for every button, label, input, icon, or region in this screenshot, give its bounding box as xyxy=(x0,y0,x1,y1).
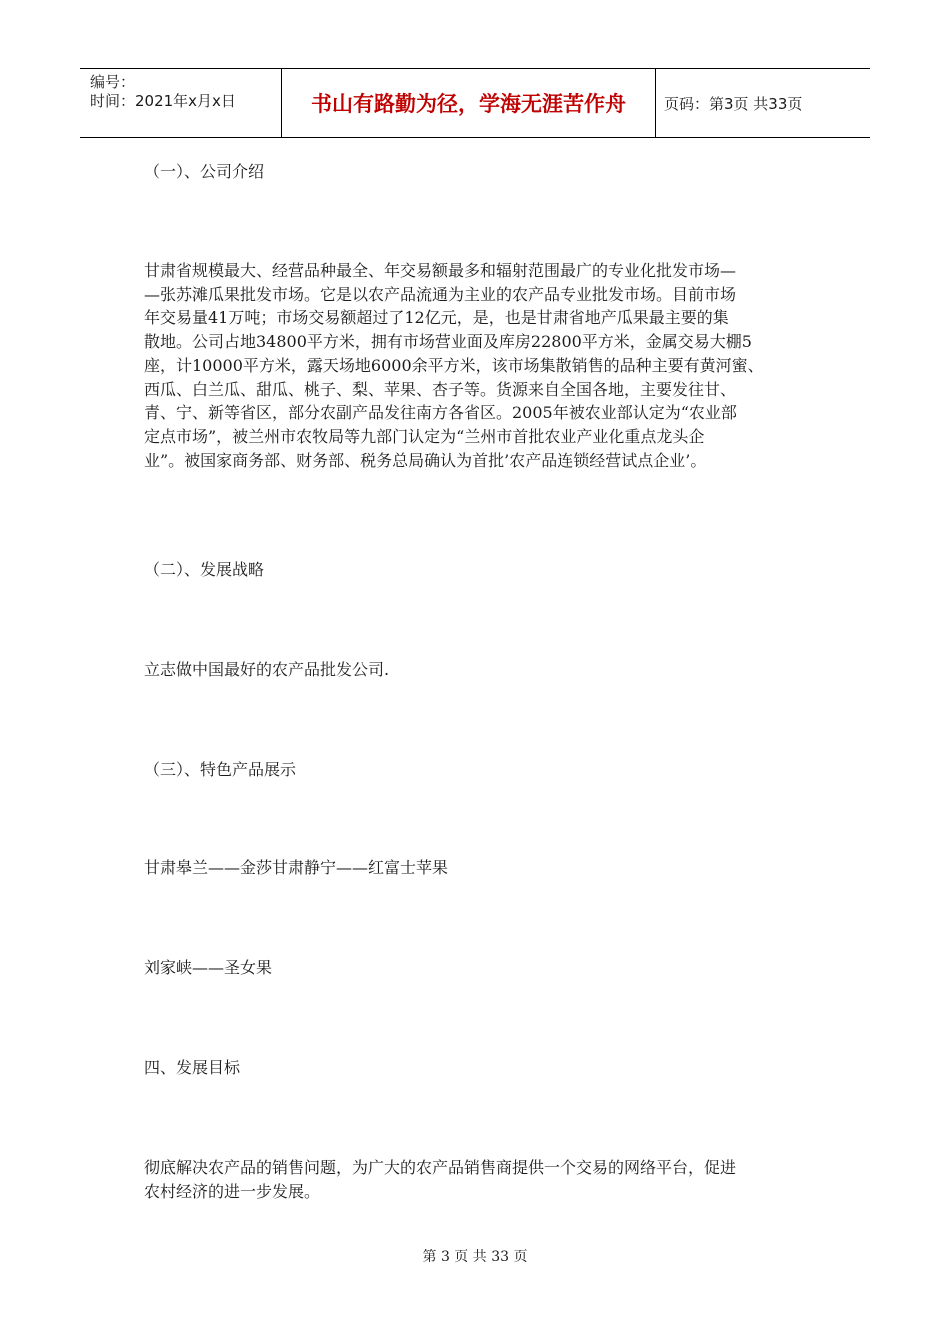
header-motto: 书山有路勤为径，学海无涯苦作舟 xyxy=(282,69,656,137)
paragraph-line: —张苏滩瓜果批发市场。它是以农产品流通为主业的农产品专业批发市场。目前市场 xyxy=(144,284,737,304)
paragraph-line: 彻底解决农产品的销售问题，为广大的农产品销售商提供一个交易的网络平台，促进 xyxy=(144,1158,737,1177)
section-intro-heading: （一）、公司介绍 xyxy=(144,162,265,181)
section-goals-heading: 四、发展目标 xyxy=(144,1058,241,1077)
document-header xyxy=(80,68,870,138)
section-products-heading: （三）、特色产品展示 xyxy=(144,760,297,779)
document-number: 编号： xyxy=(90,73,136,91)
section-goals-body xyxy=(144,1156,814,1203)
paragraph-line: 散地。公司占地34800平方米，拥有市场营业面及库房22800平方米，金属交易大棚5 xyxy=(144,332,752,352)
product-line-1: 甘肃皋兰——金莎甘肃静宁——红富士苹果 xyxy=(144,858,449,877)
paragraph-line: 西瓜、白兰瓜、甜瓜、桃子、梨、苹果、杏子等。货源来自全国各地，主要发往甘、 xyxy=(144,379,737,399)
section-strategy-heading: （二）、发展战略 xyxy=(144,560,265,579)
header-meta xyxy=(80,69,282,137)
page-footer: 第 3 页 共 33 页 xyxy=(422,1249,528,1265)
paragraph-line: 农村经济的进一步发展。 xyxy=(144,1181,321,1201)
paragraph-line: 年交易量41万吨；市场交易额超过了12亿元，是，也是甘肃省地产瓜果最主要的集 xyxy=(144,308,729,328)
product-line-2: 刘家峡——圣女果 xyxy=(144,958,273,977)
paragraph-line: 青、宁、新等省区，部分农副产品发往南方各省区。2005年被农业部认定为“农业部 xyxy=(144,403,737,423)
section-strategy-body: 立志做中国最好的农产品批发公司. xyxy=(144,660,390,679)
paragraph-line: 业”。被国家商务部、财务部、税务总局确认为首批’农产品连锁经营试点企业’。 xyxy=(144,450,707,470)
paragraph-line: 定点市场”，被兰州市农牧局等九部门认定为“兰州市首批农业产业化重点龙头企 xyxy=(144,426,705,446)
section-intro-body xyxy=(144,259,814,472)
document-date: 时间：2021年x月x日 xyxy=(90,92,236,110)
paragraph-line: 座，计10000平方米，露天场地6000余平方米，该市场集散销售的品种主要有黄河蜜、 xyxy=(144,355,764,375)
paragraph-line: 甘肃省规模最大、经营品种最全、年交易额最多和辐射范围最广的专业化批发市场— xyxy=(144,261,737,280)
header-page-number: 页码：第3页 共33页 xyxy=(664,94,803,113)
